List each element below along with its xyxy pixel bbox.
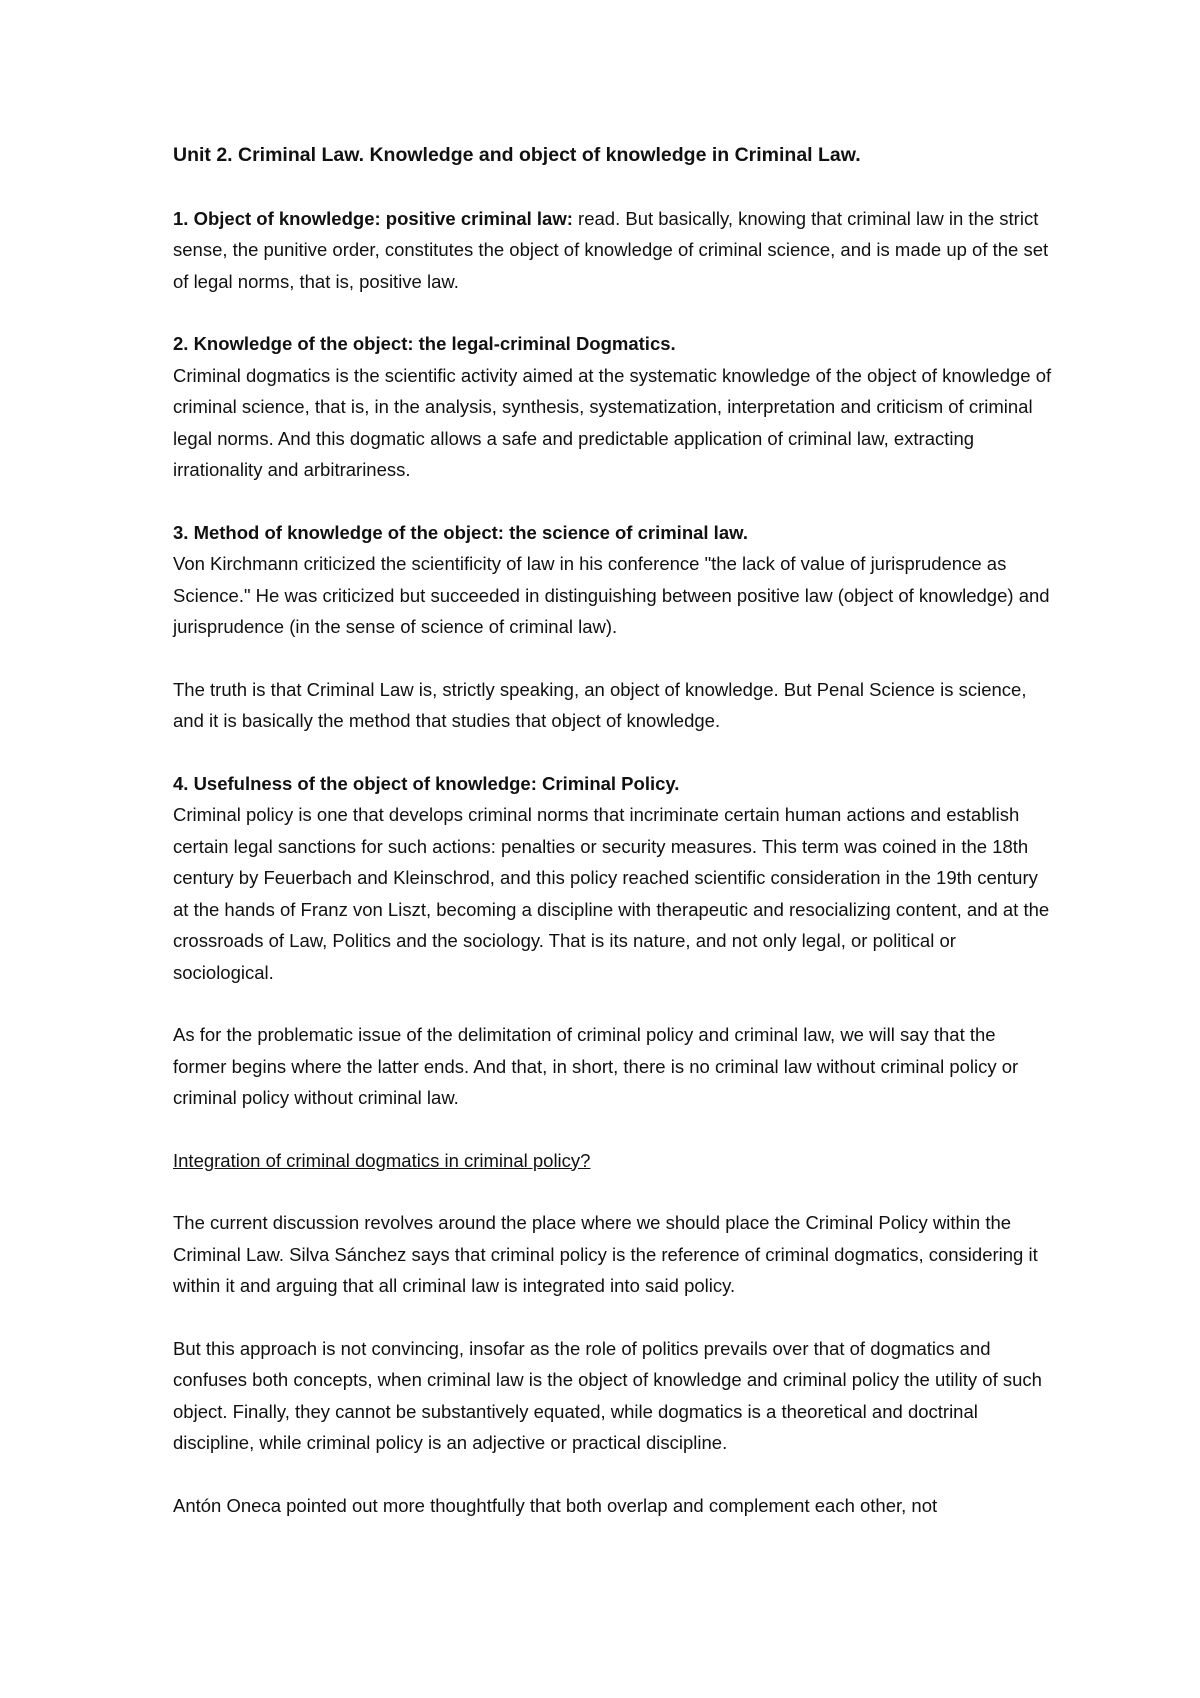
subsection-paragraph-3: Antón Oneca pointed out more thoughtfully that both overlap and complement each other, not <box>173 1494 938 1516</box>
subsection-paragraph-2: But this approach is not convincing, insofar as the role of politics prevails over that of dogmatics and confuses both concepts, when criminal law is the object of knowledge and criminal policy the utility of such object. Finally, they cannot be substantively equated, while dogmatics is a theoretical and doctrinal discipline, while criminal policy is an adjective or practical discipline. <box>173 1337 1042 1453</box>
subsection-heading <box>173 1145 1053 1177</box>
section-3-body: Von Kirchmann criticized the scientificity of law in his conference "the lack of value of jurisprudence as Science." He was criticized but succeeded in distinguishing between positive law (object of knowledge) and jurisprudence (in the sense of science of criminal law). <box>173 553 1050 637</box>
section-1-body: read. But basically, knowing that criminal law in the strict sense, the punitive order, constitutes the object of knowledge of criminal science, and is made up of the set of legal norms, that is, positive law. <box>173 207 1049 292</box>
section-3-heading: 3. Method of knowledge of the object: the science of criminal law. <box>173 521 748 543</box>
document-title: Unit 2. Criminal Law. Knowledge and object of knowledge in Criminal Law. <box>173 144 861 166</box>
section-4-heading: 4. Usefulness of the object of knowledge: Criminal Policy. <box>173 772 680 794</box>
subsection-heading-text: Integration of criminal dogmatics in criminal policy? <box>173 1149 591 1171</box>
section-3 <box>173 517 1053 643</box>
section-4 <box>173 768 1053 989</box>
section-2-heading: 2. Knowledge of the object: the legal-criminal Dogmatics. <box>173 333 676 354</box>
section-2 <box>173 328 1053 486</box>
section-1 <box>173 203 1053 298</box>
section-3-paragraph-2: The truth is that Criminal Law is, strictly speaking, an object of knowledge. But Penal Science is science, and it is basically the method that studies that object of knowledge. <box>173 678 1027 731</box>
section-4-body: Criminal policy is one that develops criminal norms that incriminate certain human actions and establish certain legal sanctions for such actions: penalties or security measures. This term was coined in the 18th century by Feuerbach and Kleinschrod, and this policy reached scientific consideration in the 19th century at the hands of Franz von Liszt, becoming a discipline with therapeutic and resocializing content, and at the crossroads of Law, Politics and the sociology. That is its nature, and not only legal, or political or sociological. <box>173 804 1050 983</box>
section-4-paragraph-2: As for the problematic issue of the delimitation of criminal policy and criminal law, we will say that the former begins where the latter ends. And that, in short, there is no criminal law without criminal policy or criminal policy without criminal law. <box>173 1024 1019 1108</box>
section-1-heading: 1. Object of knowledge: positive criminal law: <box>173 207 573 229</box>
section-2-body: Criminal dogmatics is the scientific activity aimed at the systematic knowledge of the object of knowledge of criminal science, that is, in the analysis, synthesis, systematization, interpretation and criticism of criminal legal norms. And this dogmatic allows a safe and predictable application of criminal law, extracting irrationality and arbitrariness. <box>173 364 1052 480</box>
document-page <box>173 140 1053 1552</box>
subsection-paragraph-1: The current discussion revolves around the place where we should place the Criminal Policy within the Criminal Law. Silva Sánchez says that criminal policy is the reference of criminal dogmatics, considering it within it and arguing that all criminal law is integrated into said policy. <box>173 1212 1038 1296</box>
